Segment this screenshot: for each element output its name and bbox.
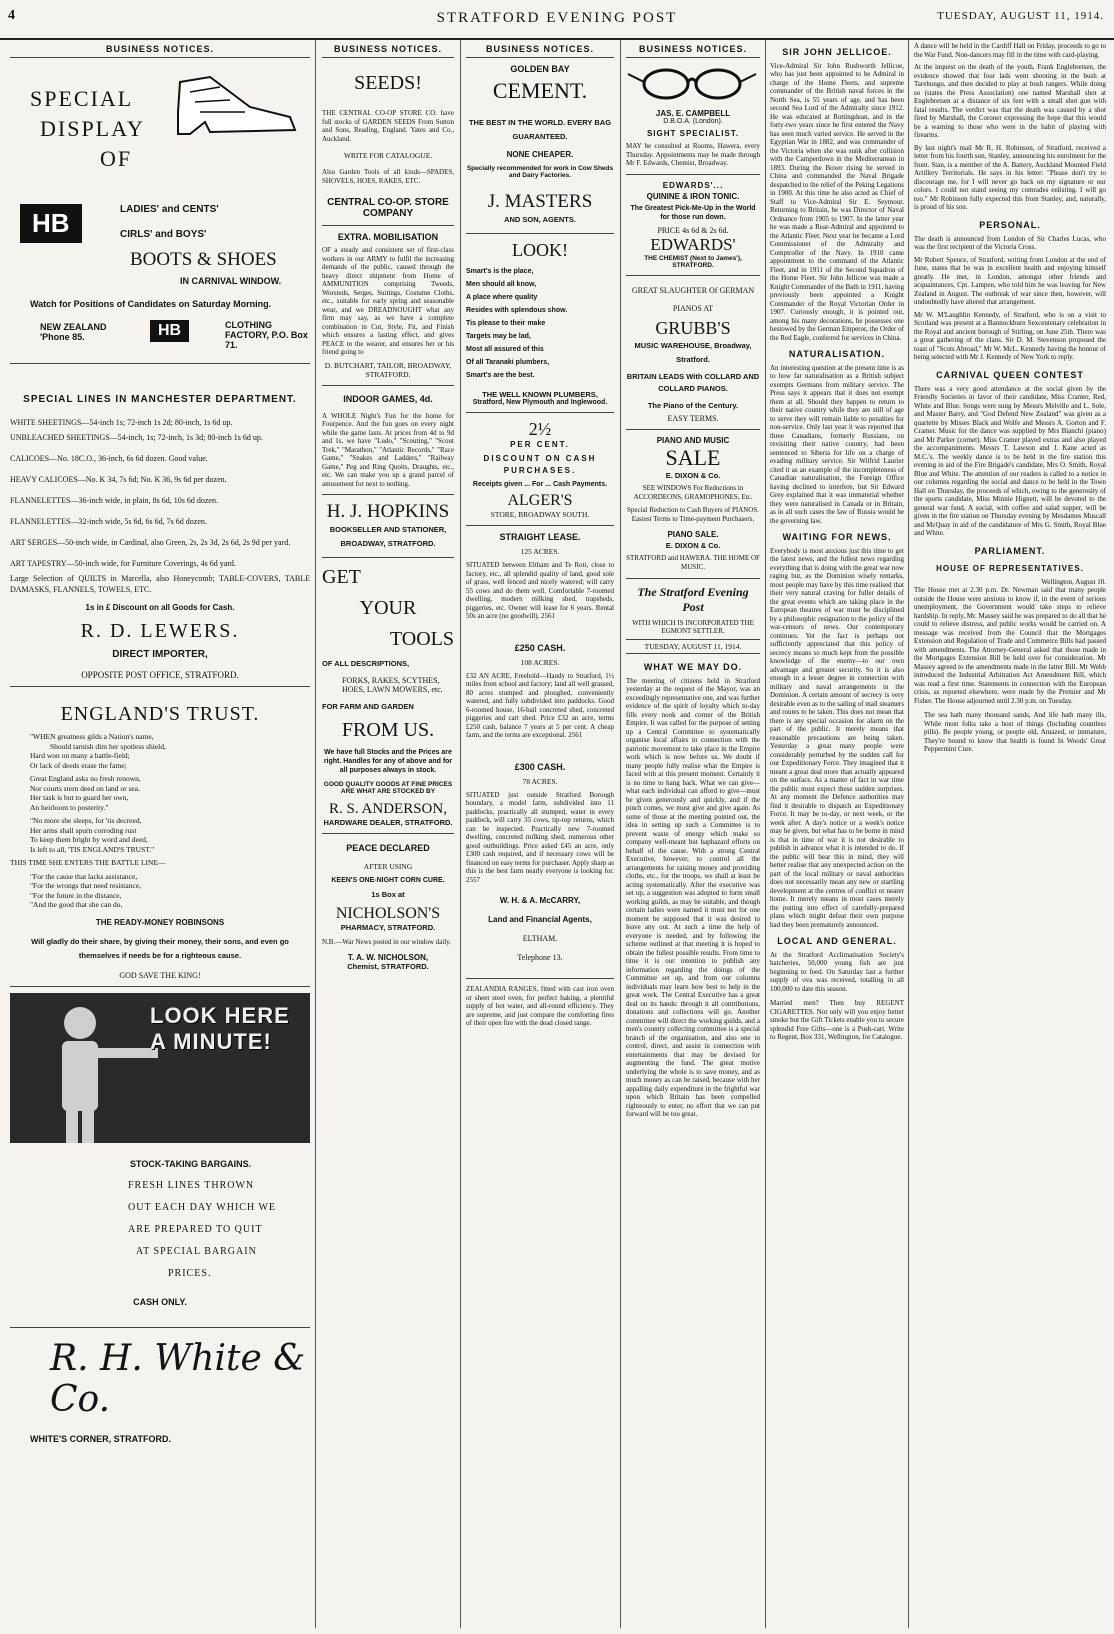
column-rule [620, 40, 621, 1628]
manchester-advert: SPECIAL LINES IN MANCHESTER DEPARTMENT. WHITE SHEETINGS—54-inch 1s; 72-inch 1s 2d; 80-inch, 1s 6d up. UNBLEACHED SHEETINGS—54-inch, 1s; 72-inch, 1s 3d; 80-inch 1s 6d up. CALICOES—No. 18C.O., 36-inch, 6s 6d dozen. Good value. HEAVY CALICOES—No. K 34, 7s 6d; No. K 36, 9s 6d per dozen. FLANNELETTES—36-inch wide, in plain, 8s 6d, 10s 6d dozen. FLANNELETTES—32-inch wide, 5s 6d, 6s 6d, 7s 6d dozen. ART SERGES—50-inch wide, in Cardinal, also Green, 2s, 2s 3d, 2s 6d, 2s 9d per yard. ART TAPESTRY—50-inch wide, for Furniture Coverings, 4s 6d yard. Large Selection of QUILTS in Marcella, also Honeycomb; TABLE-COVERS, TABLE DAMASKS, FLANNELS, TOWELS, ETC. 1s in £ Discount on all Goods for Cash. R. D. LEWERS. DIRECT IMPORTER, OPPOSITE POST OFFICE, STRATFORD. [10, 394, 310, 687]
inquest-item: At the inquest on the death of the youth, Frank Englebretsen, the evidence showed that four lads went shooting in the bush at Tarehungu, and then decided to play at bush rangers. While doing so (states the Press Association) one named Marshall shot at Englebretsen at a distance of six feet with a small shot gun with fatal results. The verdict was that the death was caused by a shot fired by Marshall, the Coroner expressing the hope that this would be a warning to those who were in the habit of playing with firearms. [914, 63, 1106, 139]
dance-item: A dance will be held in the Cardiff Hall on Friday, proceeds to go to the War Fund. Non-dancers may fill in the time with card-playing. [914, 42, 1106, 59]
parliament-item: The House met at 2.30 p.m. Dr. Newman said that many people outside the House were anxious to know if, in the event of serious unemployment, the Government would take steps to relieve hardship. In reply, Mr. Massey said he was prepared to do all that he could to relieve distress, and public works would be carried on. A message was received from the Council that the Mortgages Extension and Regulation of Trade and Commerce Bills had passed with amendments. The Attorney-General asked that those made in the Mortgages Extension Bill be held over for consideration. Mr Massey agreed to the amendments made in the latter Bill. Mr Webb introduced the Industrial Arbitration Act Amendment Bill, which was read a first time. Statements in connection with the European crisis, as reported elsewhere, were made by the Premier and Mr Fisher. The House adjourned until 2.30 p.m. on Tuesday. [914, 586, 1106, 705]
column-4 [622, 40, 764, 1628]
column-rule [315, 40, 316, 1628]
games-advert: INDOOR GAMES, 4d. A WHOLE Night's Fun for the home for Fourpence. And the fun goes on every night while the game lasts. At prices from 4d to 9d and 1s, we have "Ludo," "Scouting," "Scout Trek," "Marathon," "Atlantic Records," "Race Game," "Snakes and Ladders," "Railway Game," Peg and Ring Quoits, Draughts, etc., etc. We can make you up a grand parcel of amusement for next to nothing. [322, 392, 454, 496]
dixon-advert: PIANO AND MUSIC SALE E. DIXON & Co. SEE WINDOWS For Reductions in ACCORDEONS, GRAMOPHONES, Etc. Special Reduction to Cash Buyers of PIANOS. Easiest Terms to Time-payment Purchasers. PIANO SALE. E. DIXON & Co. STRATFORD and HAWERA. THE HOME OF MUSIC. [626, 436, 760, 579]
alger-advert: 2½ PER CENT. DISCOUNT ON CASH PURCHASES. Receipts given ... For ... Cash Payments. ALGER'S STORE, BROADWAY SOUTH. [466, 419, 614, 526]
editorial: The Stratford Evening Post WITH WHICH IS INCORPORATED THE EGMONT SETTLER. TUESDAY, AUGUST 11, 1914. WHAT WE MAY DO. The meeting of citizens held in Stratford yesterday at the request of the Mayor, was an exceedingly representative one, and was further evidence of the spirit of loyalty which to-day fills every nook and corner of the British Empire. It was called for the purpose of setting up a Central Committee to systematically organise local affairs in connection with the patriotic movement to take place in the Empire work which is now before us. We doubt if many people fully realise what the Empire is faced with at this present moment. Certainly it is no time to hang back. What we can give—what each individual can afford to give—must be given generously and quickly, and if the pinch comes, we must give and give again. As some of those at the meeting pointed out, the idea in setting up such a Committee is to prevent waste of energy which make so company well-meant but haphazard efforts on behalf of the cause. With a strong Central Executive, however, to control all the arrangements for raising money and providing cloths, etc., for the troops, we shall at least be acting systematically. After the executive was set up, a suggestion was adopted to form small working guilds, as may be suitable, and though certain ladies were named it must not for one moment be supposed that it was desired to leave any out. At such a time the help of everyone is needed, and by following the scheme outlined at that meeting it is hoped to obtain the fullest possible results. From time to time it is our intention to publish any information regarding the doings of the Committee set up, and from our columns individuals may learn how best to help in the great work. The Central Executive has a great deal on its hands: through it all contributions, donations and collections will go. Another committee will direct the working guilds, and a men's country collecting committee is a special branch of the organisation, and also one to control, direct, and assist in connection with entertainments that may be devised for augmenting the fund. The great motive underlying the whole is to save money, and as much money as can be raised, because with her appalling daily expenditure in the frightful war upon which Britain has been compelled righteously to enter, no effort that we can put forward will be too great. [626, 584, 760, 1118]
newspaper-title: STRATFORD EVENING POST [436, 10, 678, 26]
section-header: BUSINESS NOTICES. [322, 40, 454, 58]
mccarry-advert: STRAIGHT LEASE. 125 ACRES. SITUATED between Eltham and Te Roti, close to factory, etc., all splendid quality of land, good sole of grass, well fenced and nicely watered; will carry 55 cows and do them well. Comfortable 7-roomed dwelling, modern milking shed, trapsheds, piggeries, etc. Owner will lease for 6 years. Rental 50s an acre (no goodwill). 2561 £250 CASH. 108 ACRES. £32 AN ACRE, Freehold—Handy to Stratford, 1½ miles from school and factory; land all well grassed, 80 acres stumped and ploughed, conveniently watered, and fully subdivided into paddocks. Good 6-roomed house, 16-bail concreted shed, concreted piggeries and cart shed. Price £32 an acre, terms £250 cash, balance 7 years at 5 per cent. A cheap farm, and the terms are exceptional. 2561 £300 CASH. 78 ACRES. SITUATED just outside Stratford Borough boundary, a model farm, subdivided into 11 paddocks, practically all stumped, water in every paddock, will carry 35 cows, tip-top returns, which can be inspected. Practically new 7-roomed dwelling, concreted milking shed, numerous other good outbuildings. Price asked £45 an acre, only £300 cash required, and if necessary cows will be financed on easy terms for purchaser. Apply sharp as this is the best farm nearly everyone is looking for. 2557 W. H. & A. McCARRY, Land and Financial Agents, ELTHAM. Telephone 13. [466, 532, 614, 979]
column-rule [460, 40, 461, 1628]
kennedy-item: Mr W. M'Laughlin Kennedy, of Stratford, who is on a visit to Scotland was present at a Bannockburn Sexcentenary celebration in the Royal and ancient borough of Stirling, on June 25th. There was a great gathering of the clans. Sir D. M. Stevenson proposed the toast of "Scots Abroad," Mr W. McL. Kennedy having the honour of being selected with Mr J. Kennedy of New York to reply. [914, 310, 1106, 361]
white-co-logo: R. H. White & Co. [50, 1337, 306, 1420]
anderson-advert: GET YOUR TOOLS OF ALL DESCRIPTIONS, FORKS, RAKES, SCYTHES, HOES, LAWN MOWERS, etc. FOR FARM AND GARDEN FROM US. We have full Stocks and the Prices are right. Handles for any of above and for all purposes always in stock. GOOD QUALITY GOODS AT FINE PRICES ARE WHAT ARE STOCKED BY R. S. ANDERSON, HARDWARE DEALER, STRATFORD. [322, 566, 454, 834]
seeds-advert: SEEDS! THE CENTRAL CO-OP STORE CO. have full stocks of GARDEN SEEDS From Sutton and Sons, Reading, England. Yates and Co., Auckland. WRITE FOR CATALOGUE. Also Garden Tools of all kinds—SPADES, SHOVELS, HOES, RAKES, ETC. CENTRAL CO-OP. STORE COMPANY [322, 72, 454, 226]
look-here-banner: LOOK HERE A MINUTE! [10, 993, 310, 1143]
local-article: LOCAL AND GENERAL. At the Stratford Acclimatisation Society's hatcheries, 50,000 young fish are just beginning to feed. On Saturday last a further supply of ova was received, totalling in all 100,000 to date this season. Married men? Then buy REGENT CIGARETTES. Not only will you enjoy better smoke but the Gift Tickets enable you to secure splendid Free Gifts—one is a Push-cart. Write to Regent, Box 331, Wellington, for Catalogue. [770, 936, 904, 1041]
hopkins-advert: H. J. HOPKINS BOOKSELLER AND STATIONER, BROADWAY, STRATFORD. [322, 501, 454, 558]
campbell-advert: JAS. E. CAMPBELL D.B.O.A. (London). SIGHT SPECIALIST. MAY be consulted at Rooms, Hawera, every Thursday. Appointments may be made through Mr F. Edwards, Chemist, Broadway. [626, 64, 760, 175]
special-display: SPECIAL DISPLAY OF [30, 86, 145, 171]
cement-advert: GOLDEN BAY CEMENT. THE BEST IN THE WORLD. EVERY BAG GUARANTEED. NONE CHEAPER. Specially recommended for work in Cow Sheds and Dairy Factories. J. MASTERS AND SON, AGENTS. [466, 64, 614, 234]
waiting-article: WAITING FOR NEWS. Everybody is most anxious just this time to get the latest news, and the fullest news regarding everything that is doing with the great war now raging but, as the Dominion wisely remarks, most people may have by this time realised that their very natural craving for fuller details of the great events which are taking place in the European theatres of war must be disciplined by a philosophic resignation to the policy of the war-censors of news. Our contemporary continues: Yet the fact is perhaps not sufficiently appreciated that this policy of secrecy means so much kept from the possible knowledge of the enemy—to our own advantage and greater security. So it is also enough in a lesser degree in connection with military and naval arrangements in the Dominion. A certain amount of secrecy is very desirable even as to the sailing of mail steamers and routes to be taken. This does not mean that there is any special occasion for alarm on the part of the public. It merely means that reasonable precautions are being taken. Yesterday a great many people were considerably perturbed by the sudden call for our Expeditionary Force. They imagined that it meant a great deal more than actually appeared on the surface. As a matter of fact in war time the public must expect these sudden surprises. At any moment the Defence authorities may find it desirable to dispatch an Expeditionary Force. It may be to-day, or next week, or the week after. A day's notice or a week's notice may be given, but what has to be borne in mind is that in time of war it is not desirable to publish in advance what it is intended to do. If the public will bear this in mind, they will better realise that any unexpected action on the part of the local military or naval authorities does not necessarily mean any new or startling development at the centres of conflict or nearer home. It merely means in most cases merely the putting into effect of carefully-prepared plans which might defeat their own purpose had they been prematurely announced. [770, 532, 904, 929]
column-rule [908, 40, 909, 1628]
plumbers-advert: LOOK! Smart's is the place, Men should all know, A place where quality Resides with splendous show. Tis please to their make Targets may be lad, Most all assured of this Of all Taranaki plumbers, Smart's are the best. THE WELL KNOWN PLUMBERS, Stratford, New Plymouth and Inglewood. [466, 240, 614, 413]
column-2 [318, 40, 458, 1628]
page-number: 4 [8, 8, 15, 23]
section-header: BUSINESS NOTICES. [626, 40, 760, 58]
jellicoe-article: SIR JOHN JELLICOE. Vice-Admiral Sir John Rushworth Jellicoe, who has just been appointed to be Admiral in charge of the Home Fleets, and supreme commander of the British naval forces in the North Sea, is 55 years of age, and has been second Sea Lord of the Admiralty since 1912. He was educated at Rottingdean, and in the forty-two years since he first entered the Navy has seen much varied service. He served in the Egyptian War in 1882, and was commander of the Victoria when she was sunk after collision with the Camperdown in the Mediterranean in 1893. During the Boxer rising he served in China and commanded the Naval Brigade despatched to the relief of the Peking Legations in 1900. At this time he also acted as Chief of Staff to Vice-Admiral Sir E. Seymour. Returning to Britain, he was Director of Naval Ordnance from 1905 to 1907. In the latter year he was made a Rear-Admiral and appointed to the Atlantic Fleet. Next year he became a Lord Commissioner of the Admiralty and Comptroller of the Navy. In 1910 came appointment to the command of the Atlantic Fleet, and in 1911 of the Second Squadron of the Home Fleet. Sir John Jellicoe was made a Knight Commander of the Bath in 1911, having previously been appointed a Knight Commander of the Royal Victorian Order in 1907. Curiously enough, it is pointed out, among his many decorations, he possesses one bestowed by the German Emperor, the Order of the Red Eagle, conferred for services in China. [770, 47, 904, 342]
hb-logo-small: HB [150, 320, 189, 342]
section-header: BUSINESS NOTICES. [466, 40, 614, 58]
white-co-advert: LOOK HERE A MINUTE! STOCK-TAKING BARGAINS. FRESH LINES THROWN OUT EACH DAY WHICH WE ARE PREPARED TO QUIT AT SPECIAL BARGAIN PRICES. CASH ONLY. R. H. White & Co. WHITE'S CORNER, STRATFORD. [10, 993, 310, 1444]
column-1 [6, 40, 314, 1628]
grubbs-advert: GREAT SLAUGHTER Of GERMAN PIANOS AT GRUBB'S MUSIC WAREHOUSE, Broadway, Stratford. BRITAIN LEADS With COLLARD AND COLLARD PIANOS. The Piano of the Century. EASY TERMS. [626, 282, 760, 430]
column-3 [462, 40, 618, 1628]
masthead-date: TUESDAY, AUGUST 11, 1914. [937, 10, 1104, 22]
section-header: BUSINESS NOTICES. [10, 40, 310, 58]
carnival-item: There was a very good attendance at the social given by the Friendly Societies in favor of their candidate, Miss Cramer, Red, White and Blue. Songs were sung by Messrs Melville and L. Sole, and Master Barry, and "God Defend New Zealand" was given as a quartette by Misses Black and Wolfe and Messrs A. Gorton and F. Cramer. Music for the dance was supplied by Mrs Bianchi (piano) and Mr Parker (cornet). Miss Cramer played extras and also played the accompaniments. Messrs T. Lawson and J. Kane acted as M.C.'s. The weekly dance is to be held in the fire station this evening in aid of the Fire Brigade's candidate, Mrs O. Smith, Royal Blue and White. The attention of our readers is called to a notice in our columns regarding the social and dance to be held in the Town Hall on Thursday, the proceeds of which, owing to the generosity of the sports candidate, Miss Minnie Hignett, will be devoted to the general war fund. A social, with coffee and salad supper, will be given in the fire station on Thursday evening by Mesdames Muscall and McQuay in aid of the candidature of Mrs G. Smith, Royal Blue and White. [914, 384, 1106, 537]
edwards-advert: EDWARDS'... QUININE & IRON TONIC. The Greatest Pick-Me-Up in the World for those run down. PRICE 4s 6d & 2s 6d. EDWARDS' THE CHEMIST (Next to James'), STRATFORD. [626, 181, 760, 276]
peppermint-advert: The sea hath many thousand sands, And life hath many ills, While most folks take a host of things (Including countless pills). Be people young, or people old, Amazed, or immature, They're bound to know that health is found In Woods' Great Peppermint Cure. [924, 711, 1106, 753]
masthead [0, 0, 1114, 40]
personal-item: The death is announced from London of Sir Charles Lucas, who was the first recipient of the Victoria Cross. [914, 234, 1106, 251]
robinson-item: By last night's mail Mr R. H. Robinson, of Stratford, received a letter from his fourth son, Stanley, announcing his enrolment for the front. Stan, is a member of the A. Battery, Auckland Mounted Field Artillery Territorials. He says in his letter: "Please don't try to discourage me, for I will never go back on my signature or our colors. I could not stand seeing my comrades enlisting. I will go too." Mr Robinson fully expected this from Stanley, and, naturally, is proud of his son. [914, 143, 1106, 211]
englands-trust-advert: ENGLAND'S TRUST. "WHEN greatness gilds a Nation's name, Should tarnish dim her spotless shield, Hard won on many a battle-field; Or lack of deeds erase the fame; Great England asks no fresh renown, Nor courts stern deed on land or sea. Her task is but to guard her own, An heirloom to posterity." "No more she sleeps, for 'tis decreed, Her arms shall spurn corroding rust To keep them bright by word and deed, Is left to all, 'TIS ENGLAND'S TRUST." THIS TIME SHE ENTERS THE BATTLE LINE— "For the cause that lacks assistance, "For the wrongs that need resistance, "For the future in the distance, "And the good that she can do. THE READY-MONEY ROBINSONS Will gladly do their share, by giving their money, their sons, and even go themselves if needs be for a righteous cause. GOD SAVE THE KING! [10, 703, 310, 987]
zealandia-advert: ZEALANDIA RANGES, fitted with cast iron oven or sheet steel oven, for perfect baking, a plentiful supply of hot water, and all-round efficiency. They are supreme, and just compare the comforting fires of their open fire with the dead closed range. [466, 985, 614, 1027]
lewers-name: R. D. LEWERS. [80, 620, 240, 642]
nicholson-advert: PEACE DECLARED AFTER USING KEEN'S ONE-NIGHT CORN CURE. 1s Box at NICHOLSON'S PHARMACY, STRATFORD. N.B.—War News posted in our window daily. T. A. W. NICHOLSON, Chemist, STRATFORD. [322, 843, 452, 971]
boot-icon [150, 72, 300, 142]
column-5 [766, 40, 908, 1628]
boots-advert: SPECIAL DISPLAY OF HB LADIES' and CENTS' CIRLS' and BOYS' BOOTS & SHOES IN CARNIVAL WINDOW. Watch for Positions of Candidates on Saturday Morning. NEW ZEALAND 'Phone 85. HB CLOTHING FACTORY, P.O. Box 71. [10, 64, 310, 364]
column-6: A dance will be held in the Cardiff Hall on Friday, proceeds to go to the War Fund. Non-dancers may fill in the time with card-playing. At the inquest on the death of the youth, Frank Englebretsen, the evidence showed that four lads went shooting in the bush at Tarehungu, and then decided to play at bush rangers. While doing so (states the Press Association) one named Marshall shot at Englebretsen at a distance of six feet with a small shot gun with fatal results. The verdict was that the death was caused by a shot fired by Marshall, the Coroner expressing the hope that this would be a warning to those who were in the habit of playing with firearms. By last night's mail Mr R. H. Robinson, of Stratford, received a letter from his fourth son, Stanley, announcing his enrolment for the front. Stan, is a member of the A. Battery, Auckland Mounted Field Artillery Territorials. He says in his letter: "Please don't try to discourage me, for I will never go back on my signature or our colors. I could not stand seeing my comrades enlisting. I will go too." Mr Robinson fully expected this from Stanley, and, naturally, is proud of his son. PERSONAL. The death is announced from London of Sir Charles Lucas, who was the first recipient of the Victoria Cross. Mr Robert Spence, of Stratford, writing from London at the end of June, states that he was in excellent health and enjoying himself greatly. He met, in London, amongst other friends and acquaintances, Cpt. Lampen, who told him he was leaving for New Zealand in August. The outbreak of war since then, however, will undoubtedly have altered that arrangement. Mr W. M'Laughlin Kennedy, of Stratford, who is on a visit to Scotland was present at a Bannockburn Sexcentenary celebration in the Royal and ancient borough of Stirling, on June 25th. There was a great gathering of the clans. Sir D. M. Stevenson proposed the toast of "Scots Abroad," Mr W. McL. Kennedy having the honour of being selected with Mr J. Kennedy of New York to reply. CARNIVAL QUEEN CONTEST There was a very good attendance at the social given by the Friendly Societies in favor of their candidate, Miss Cramer, Red, White and Blue. Songs were sung by Messrs Melville and L. Sole, and Master Barry, and "God Defend New Zealand" was given as a quartette by Misses Black and Wolfe and Messrs A. Gorton and F. Cramer. Music for the dance was supplied by Mrs Bianchi (piano) and Mr Parker (cornet). Miss Cramer played extras and also played the accompaniments. Messrs T. Lawson and J. Kane acted as M.C.'s. The weekly dance is to be held in the fire station this evening in aid of the Fire Brigade's candidate, Mrs O. Smith, Royal Blue and White. The attention of our readers is called to a notice in our columns regarding the social and dance to be held in the Town Hall on Thursday, the proceeds of which, owing to the generosity of the sports candidate, Miss Minnie Hignett, will be devoted to the general war fund. A social, with coffee and salad supper, will be given in the fire station on Thursday evening by Mesdames Muscall and McQuay in aid of the candidature of Mrs G. Smith, Royal Blue and White. PARLIAMENT. HOUSE OF REPRESENTATIVES. Wellington, August 10. The House met at 2.30 p.m. Dr. Newman said that many people outside the House were anxious to know if, in the event of serious unemployment, the Government would take steps to relieve hardship. In reply, Mr. Massey said he was prepared to do all that he could to relieve distress, and public works would be carried on. A message was received from the Council that the Mortgages Extension and Regulation of Trade and Commerce Bills had passed with amendments. The Attorney-General asked that those made in the Mortgages Extension Bill be held over for consideration. Mr Massey agreed to the amendments made in the latter Bill. Mr Webb introduced the Industrial Arbitration Act Amendment Bill, which was read a first time. Statements in connection with the European crisis, as reported elsewhere, were made by the Premier and Mr Fisher. The House adjourned until 2.30 p.m. on Tuesday. The sea hath many thousand sands, And life hath many ills, While most folks take a host of things (Including countless pills). Be people young, or people old, Amazed, or immature, They're bound to know that health is found In Woods' Great Peppermint Cure. [914, 42, 1106, 753]
spence-item: Mr Robert Spence, of Stratford, writing from London at the end of June, states that he was in excellent health and enjoying himself greatly. He met, in London, amongst other friends and acquaintances, Cpt. Lampen, who told him he was leaving for New Zealand in August. The outbreak of war since then, however, will undoubtedly have altered that arrangement. [914, 255, 1106, 306]
butchart-advert: EXTRA. MOBILISATION OF a steady and consistent set of first-class workers in our ARMY to fulfil the increasing demands of the public, caused through the heavy direct shipment from Home of AMMUNITION comprising Tweeds, Worsteds, Serges, Suitings, Costume Cloths, etc., suitable for early spring and seasonable wear, and we DREADNOUGHT what any firm may say, as we have a complete combination in Cut, Style, Fit, and Finish which ensures a lasting effect, and gives PEACE to the wearer, and ensures her or his friend going to D. BUTCHART, TAILOR, BROADWAY, STRATFORD. [322, 232, 454, 386]
hb-logo: HB [20, 204, 82, 243]
spectacles-icon [626, 64, 758, 104]
naturalisation-article: NATURALISATION. An interesting question at the present time is as to how far naturalisation as a British subject exempts Germans from military service. The Press says it appears that it does not exempt them at all. Should they happen to return to their native country while they are still of age to serve they will remain liable to penalties for non-service. Only last year it was reported that three Canadians, formerly Russians, on revisiting their native country, had been sentenced to Siberia for life on a charge of evading military service. Sir Wilfrid Laurier cited it as an example of the incompleteness of Canadian naturalisation, the Foreign Office having declined to interfere, but Sir Edward Grey explained that it was immaterial whether they were naturalised in Canada or in Britain, as in all such cases the law of Russia would be the governing law. [770, 349, 904, 525]
